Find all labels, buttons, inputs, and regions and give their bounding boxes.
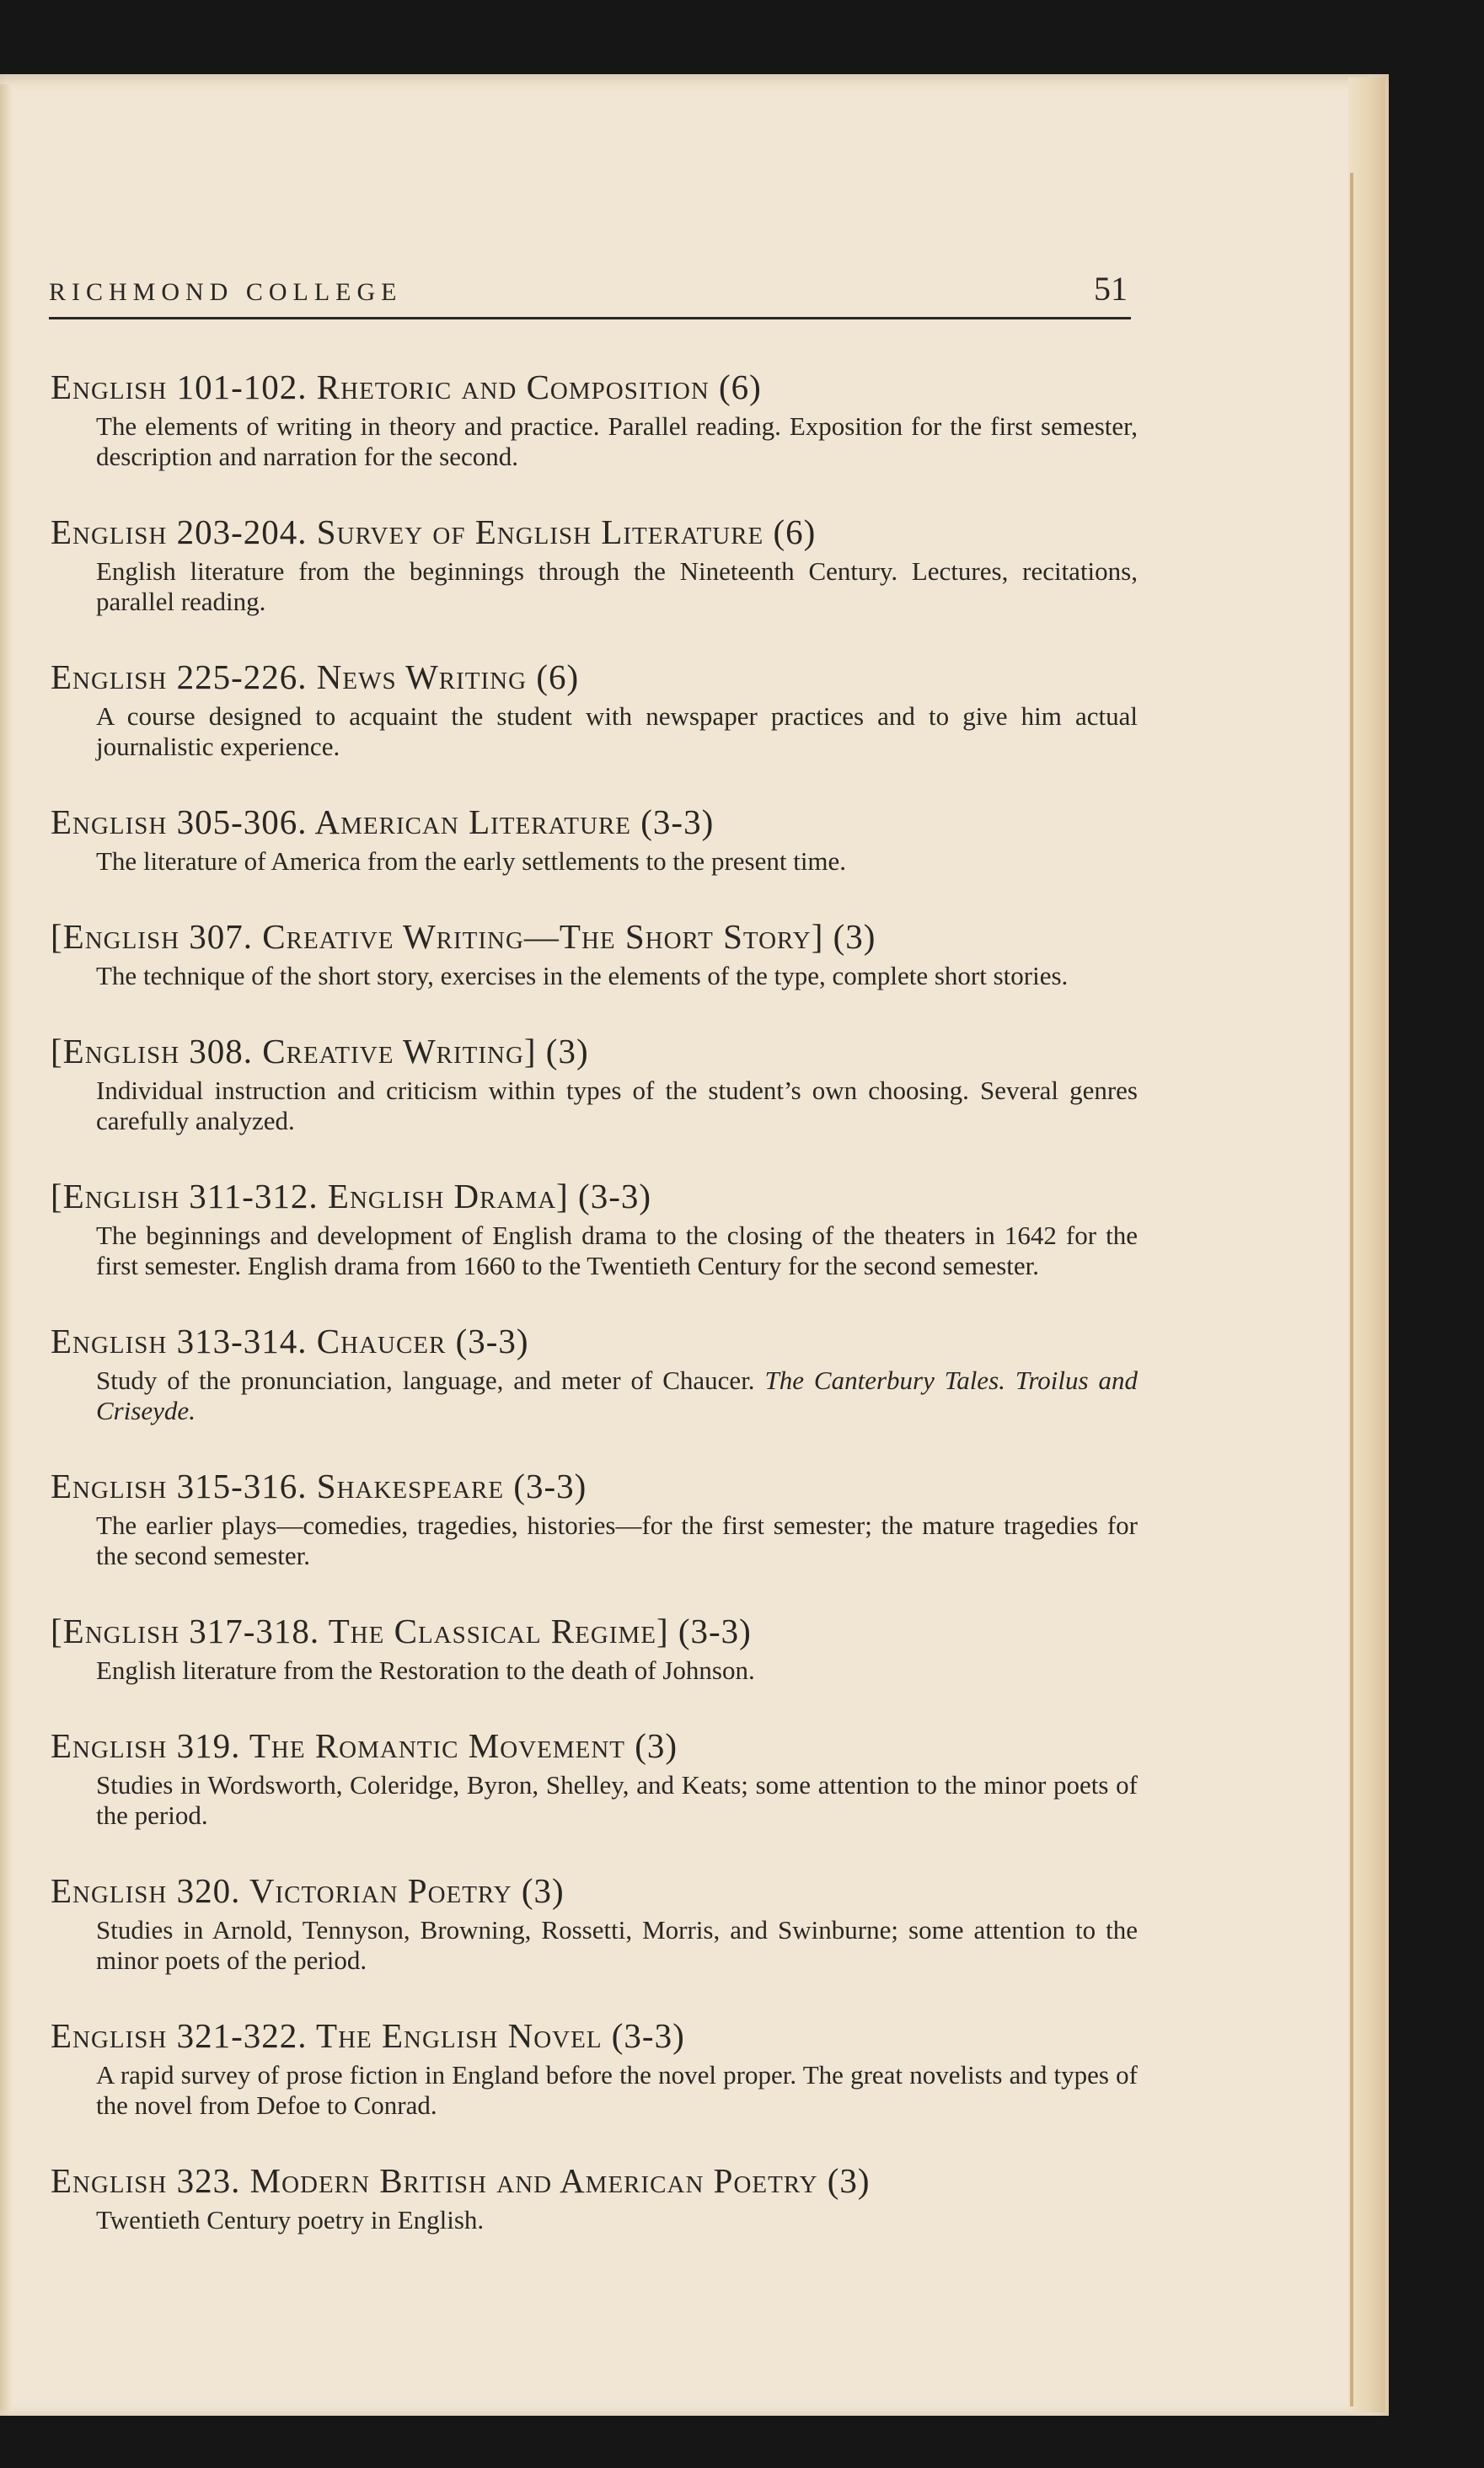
- course-description-italic: The Canterbury Tales. Troilus and Criseyde.: [96, 1365, 1138, 1425]
- page-fore-edge-line: [1350, 173, 1353, 2406]
- course-title: [English 311-312. English Drama] (3-3): [51, 1177, 652, 1215]
- course-title: English 305-306. American Literature (3-3): [51, 802, 715, 841]
- course-title: English 321-322. The English Novel (3-3): [51, 2016, 685, 2055]
- course-entry: [51, 366, 1138, 472]
- course-entry: [51, 1725, 1138, 1831]
- course-description: The technique of the short story, exercises in the elements of the type, complete short stories.: [96, 961, 1069, 990]
- page-number: 51: [1094, 270, 1128, 308]
- course-entry: [51, 1030, 1138, 1136]
- course-entry: [51, 656, 1138, 762]
- page-header: [49, 263, 1131, 319]
- course-list: [51, 366, 1138, 2274]
- course-entry: [51, 1870, 1138, 1976]
- course-entry: [51, 511, 1138, 617]
- course-entry: [51, 1610, 1138, 1686]
- course-description: The literature of America from the early settlements to the present time.: [96, 846, 847, 876]
- course-title: English 323. Modern British and American Poetry (3): [51, 2161, 871, 2200]
- course-description-text: Study of the pronunciation, language, and meter of Chaucer.: [96, 1365, 755, 1395]
- course-entry: [51, 1465, 1138, 1571]
- course-entry: [51, 2015, 1138, 2121]
- course-description: The earlier plays—comedies, tragedies, histories—for the first semester; the mature tragedies for the second semester.: [96, 1510, 1138, 1570]
- course-title: [English 307. Creative Writing—The Short Story] (3): [51, 917, 876, 956]
- course-title: English 313-314. Chaucer (3-3): [51, 1322, 529, 1360]
- course-entry: [51, 1175, 1138, 1281]
- course-description: English literature from the beginnings through the Nineteenth Century. Lectures, recitations, parallel reading.: [96, 556, 1138, 616]
- course-description: A rapid survey of prose fiction in England before the novel proper. The great novelists and types of the novel from Defoe to Conrad.: [96, 2060, 1138, 2120]
- course-description: Individual instruction and criticism within types of the student’s own choosing. Several genres carefully analyzed.: [96, 1076, 1138, 1135]
- course-entry: [51, 915, 1138, 991]
- course-entry: [51, 2160, 1138, 2235]
- course-title: English 203-204. Survey of English Literature (6): [51, 512, 817, 551]
- running-head: RICHMOND COLLEGE: [49, 278, 403, 306]
- course-title: English 315-316. Shakespeare (3-3): [51, 1467, 587, 1505]
- course-title: English 101-102. Rhetoric and Composition (6): [51, 368, 762, 406]
- course-description: Studies in Arnold, Tennyson, Browning, Rossetti, Morris, and Swinburne; some attention to the minor poets of the period.: [96, 1915, 1138, 1975]
- course-title: English 225-226. News Writing (6): [51, 657, 580, 696]
- course-title: English 320. Victorian Poetry (3): [51, 1871, 565, 1910]
- course-title: [English 308. Creative Writing] (3): [51, 1032, 589, 1070]
- course-title: [English 317-318. The Classical Regime] (3-3): [51, 1612, 752, 1650]
- course-description: The elements of writing in theory and practice. Parallel reading. Exposition for the first semester, description and narration for the second.: [96, 411, 1138, 471]
- course-description: English literature from the Restoration to the death of Johnson.: [96, 1655, 755, 1685]
- page-fore-edge: [1348, 78, 1385, 2412]
- course-description: A course designed to acquaint the student with newspaper practices and to give him actual journalistic experience.: [96, 701, 1138, 761]
- page-gutter-edge: [0, 84, 12, 2411]
- course-description: The beginnings and development of English drama to the closing of the theaters in 1642 for the first semester. English drama from 1660 to the Twentieth Century for the second semester.: [96, 1221, 1138, 1280]
- course-title: English 319. The Romantic Movement (3): [51, 1726, 678, 1765]
- course-description: Twentieth Century poetry in English.: [96, 2205, 485, 2235]
- course-description: Studies in Wordsworth, Coleridge, Byron, Shelley, and Keats; some attention to the minor poets of the period.: [96, 1770, 1138, 1830]
- course-entry: [51, 801, 1138, 877]
- course-entry: [51, 1320, 1138, 1426]
- course-description: [96, 1365, 1138, 1426]
